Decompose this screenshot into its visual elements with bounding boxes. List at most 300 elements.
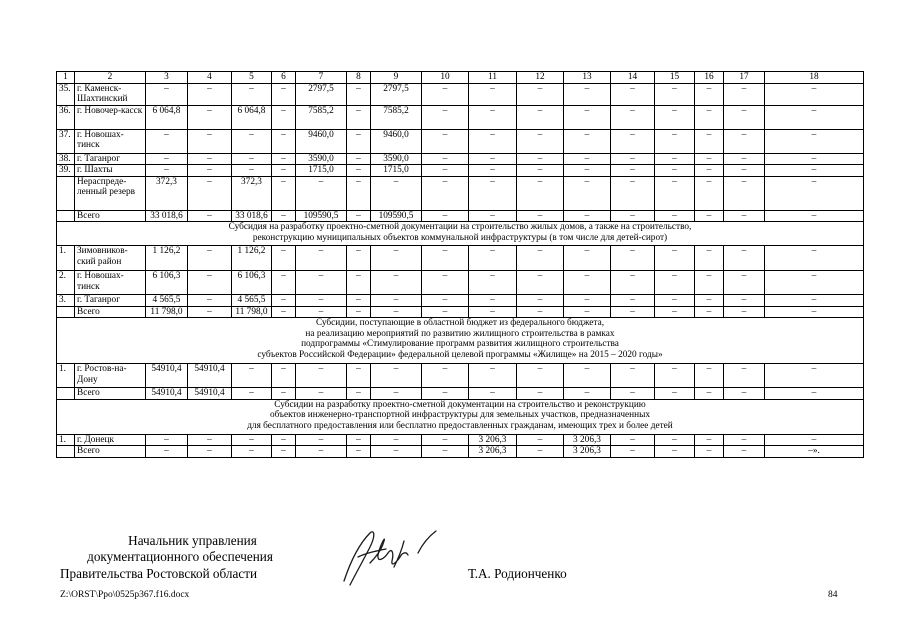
value-cell: –: [611, 271, 655, 295]
value-cell: –: [272, 446, 296, 458]
value-cell: –: [765, 210, 864, 222]
row-number-cell: [57, 446, 75, 458]
value-cell: –: [272, 271, 296, 295]
value-cell: –: [564, 271, 611, 295]
section-heading-line: Субсидии, поступающие в областной бюджет из федерального бюджета,: [315, 318, 605, 328]
value-cell: –: [347, 246, 371, 271]
value-cell: –: [469, 153, 517, 165]
value-cell: –: [422, 388, 469, 400]
value-cell: –: [611, 176, 655, 210]
value-cell: –: [469, 388, 517, 400]
value-cell: –: [655, 153, 695, 165]
value-cell: –: [469, 295, 517, 307]
value-cell: –: [272, 434, 296, 446]
value-cell: –: [469, 165, 517, 177]
value-cell: –: [517, 364, 564, 388]
table-header-row: [57, 72, 864, 84]
value-cell: –: [469, 364, 517, 388]
value-cell: –: [611, 83, 655, 105]
value-cell: –: [655, 210, 695, 222]
value-cell: –: [371, 388, 422, 400]
value-cell: 372,3: [232, 176, 272, 210]
table-row: [57, 446, 864, 458]
handwritten-signature: [336, 523, 446, 593]
value-cell: –: [232, 364, 272, 388]
value-cell: –: [695, 210, 724, 222]
row-number-cell: 35.: [57, 83, 75, 105]
value-cell: –: [765, 388, 864, 400]
value-cell: 2797,5: [296, 83, 347, 105]
column-number-cell: 1: [57, 72, 75, 84]
table-row: [57, 364, 864, 388]
value-cell: –: [724, 105, 765, 129]
value-cell: –: [272, 83, 296, 105]
table-row: [57, 176, 864, 210]
value-cell: 1 126,2: [146, 246, 188, 271]
row-number-cell: 1.: [57, 246, 75, 271]
value-cell: –: [146, 446, 188, 458]
section-heading-row: [57, 399, 864, 434]
value-cell: 9460,0: [371, 129, 422, 153]
value-cell: –: [347, 129, 371, 153]
value-cell: –: [695, 295, 724, 307]
column-number-cell: 4: [188, 72, 232, 84]
value-cell: –: [422, 246, 469, 271]
column-number-cell: 7: [296, 72, 347, 84]
row-number-cell: 37.: [57, 129, 75, 153]
value-cell: 3 206,3: [564, 434, 611, 446]
column-number-cell: 15: [655, 72, 695, 84]
value-cell: –: [517, 295, 564, 307]
value-cell: 109590,5: [296, 210, 347, 222]
value-cell: –: [347, 165, 371, 177]
value-cell: –: [146, 83, 188, 105]
section-heading-line: объектов инженерно-транспортной инфраструктуры для земельных участков, предназначенных: [270, 410, 650, 420]
table-row: [57, 388, 864, 400]
value-cell: –: [611, 434, 655, 446]
value-cell: –: [272, 165, 296, 177]
value-cell: 3 206,3: [469, 446, 517, 458]
value-cell: –: [724, 446, 765, 458]
municipality-cell: Всего: [75, 388, 146, 400]
value-cell: –: [371, 364, 422, 388]
row-number-cell: 38.: [57, 153, 75, 165]
value-cell: –: [188, 83, 232, 105]
value-cell: –: [564, 165, 611, 177]
value-cell: –: [272, 105, 296, 129]
value-cell: –: [655, 306, 695, 318]
column-number-cell: 16: [695, 72, 724, 84]
value-cell: –: [296, 364, 347, 388]
value-cell: –: [146, 165, 188, 177]
value-cell: –: [296, 446, 347, 458]
value-cell: 3590,0: [296, 153, 347, 165]
value-cell: 3590,0: [371, 153, 422, 165]
row-number-cell: 36.: [57, 105, 75, 129]
value-cell: –: [724, 129, 765, 153]
value-cell: –: [724, 295, 765, 307]
value-cell: –: [611, 129, 655, 153]
table-row: [57, 295, 864, 307]
value-cell: –: [422, 176, 469, 210]
column-number-cell: 8: [347, 72, 371, 84]
value-cell: –: [469, 246, 517, 271]
value-cell: –: [272, 306, 296, 318]
value-cell: –: [765, 364, 864, 388]
municipality-cell: г. Донецк: [75, 434, 146, 446]
signer-position-line-2: документационного обеспечения: [87, 549, 273, 564]
section-heading-line: для бесплатного предоставления или бесплатно предоставленных гражданам, имеющих трех и более детей: [247, 420, 673, 431]
value-cell: –: [188, 446, 232, 458]
value-cell: –: [422, 364, 469, 388]
value-cell: –: [695, 165, 724, 177]
value-cell: –: [347, 434, 371, 446]
value-cell: –: [146, 434, 188, 446]
value-cell: –: [695, 176, 724, 210]
section-heading: [57, 222, 864, 246]
value-cell: –: [347, 105, 371, 129]
value-cell: –: [517, 176, 564, 210]
value-cell: –: [272, 176, 296, 210]
value-cell: –: [695, 129, 724, 153]
value-cell: –: [188, 210, 232, 222]
value-cell: –: [188, 295, 232, 307]
value-cell: –: [564, 210, 611, 222]
data-table: [56, 71, 864, 458]
value-cell: –: [564, 246, 611, 271]
value-cell: –: [611, 153, 655, 165]
value-cell: –: [371, 295, 422, 307]
value-cell: –: [517, 165, 564, 177]
value-cell: –: [232, 434, 272, 446]
signer-name: Т.А. Родионченко: [468, 566, 567, 581]
value-cell: –: [272, 129, 296, 153]
value-cell: –: [765, 306, 864, 318]
value-cell: –: [371, 246, 422, 271]
row-number-cell: 1.: [57, 434, 75, 446]
value-cell: –: [724, 388, 765, 400]
value-cell: –: [232, 165, 272, 177]
value-cell: –: [371, 271, 422, 295]
value-cell: –: [564, 129, 611, 153]
value-cell: –: [564, 306, 611, 318]
value-cell: –: [232, 83, 272, 105]
value-cell: –: [422, 295, 469, 307]
value-cell: 54910,4: [146, 364, 188, 388]
value-cell: –: [517, 129, 564, 153]
value-cell: –: [188, 129, 232, 153]
value-cell: –: [611, 388, 655, 400]
value-cell: –: [765, 129, 864, 153]
column-number-cell: 11: [469, 72, 517, 84]
value-cell: 4 565,5: [146, 295, 188, 307]
value-cell: –: [724, 210, 765, 222]
value-cell: –: [695, 388, 724, 400]
value-cell: –: [655, 83, 695, 105]
value-cell: –: [765, 176, 864, 210]
value-cell: –: [655, 246, 695, 271]
table-row: [57, 271, 864, 295]
value-cell: –: [347, 176, 371, 210]
value-cell: –: [272, 295, 296, 307]
value-cell: 7585,2: [296, 105, 347, 129]
value-cell: –: [765, 271, 864, 295]
value-cell: 54910,4: [146, 388, 188, 400]
value-cell: –: [517, 388, 564, 400]
section-heading: [57, 399, 864, 434]
value-cell: –: [422, 271, 469, 295]
table-row: [57, 153, 864, 165]
value-cell: –: [564, 153, 611, 165]
value-cell: –: [347, 210, 371, 222]
value-cell: –: [655, 176, 695, 210]
value-cell: –: [611, 446, 655, 458]
table-row: [57, 246, 864, 271]
value-cell: –: [347, 153, 371, 165]
value-cell: –: [347, 295, 371, 307]
value-cell: –: [422, 306, 469, 318]
row-number-cell: 2.: [57, 271, 75, 295]
value-cell: 33 018,6: [232, 210, 272, 222]
signer-position-line-3: Правительства Ростовской области: [60, 566, 258, 581]
value-cell: –: [188, 271, 232, 295]
value-cell: –: [724, 165, 765, 177]
value-cell: –: [422, 446, 469, 458]
value-cell: 11 798,0: [232, 306, 272, 318]
value-cell: –: [724, 271, 765, 295]
value-cell: 372,3: [146, 176, 188, 210]
value-cell: –: [564, 176, 611, 210]
value-cell: –: [611, 210, 655, 222]
value-cell: –: [765, 83, 864, 105]
row-number-cell: 1.: [57, 364, 75, 388]
value-cell: –: [765, 153, 864, 165]
value-cell: –: [188, 306, 232, 318]
value-cell: 7585,2: [371, 105, 422, 129]
value-cell: –: [695, 364, 724, 388]
section-heading-row: [57, 318, 864, 364]
table-row: [57, 83, 864, 105]
row-number-cell: 39.: [57, 165, 75, 177]
value-cell: –: [296, 388, 347, 400]
value-cell: –: [371, 446, 422, 458]
table-row: [57, 434, 864, 446]
column-number-cell: 17: [724, 72, 765, 84]
value-cell: –: [272, 246, 296, 271]
row-number-cell: [57, 176, 75, 210]
value-cell: –: [371, 306, 422, 318]
table-row: [57, 165, 864, 177]
value-cell: –: [347, 364, 371, 388]
value-cell: –: [371, 176, 422, 210]
value-cell: –: [564, 388, 611, 400]
value-cell: –: [655, 446, 695, 458]
municipality-cell: г. Каменск-Шахтинский: [75, 83, 146, 105]
value-cell: –: [188, 176, 232, 210]
value-cell: –: [272, 364, 296, 388]
table-row: [57, 129, 864, 153]
value-cell: 3 206,3: [564, 446, 611, 458]
value-cell: –: [611, 364, 655, 388]
row-number-cell: [57, 388, 75, 400]
table-body: [57, 72, 864, 458]
value-cell: –: [517, 246, 564, 271]
value-cell: –: [724, 153, 765, 165]
value-cell: –: [611, 295, 655, 307]
value-cell: –: [232, 446, 272, 458]
value-cell: –: [695, 271, 724, 295]
value-cell: –: [695, 153, 724, 165]
value-cell: –: [422, 83, 469, 105]
value-cell: 4 565,5: [232, 295, 272, 307]
value-cell: –: [655, 364, 695, 388]
value-cell: –: [765, 105, 864, 129]
value-cell: –: [655, 129, 695, 153]
value-cell: –: [564, 295, 611, 307]
value-cell: 6 064,8: [146, 105, 188, 129]
value-cell: –: [469, 271, 517, 295]
municipality-cell: Всего: [75, 446, 146, 458]
value-cell: –: [232, 129, 272, 153]
value-cell: –: [724, 83, 765, 105]
value-cell: –: [695, 446, 724, 458]
value-cell: –: [469, 306, 517, 318]
municipality-cell: г. Новошах-тинск: [75, 129, 146, 153]
value-cell: –: [655, 271, 695, 295]
value-cell: –: [765, 246, 864, 271]
column-number-cell: 13: [564, 72, 611, 84]
value-cell: –: [188, 165, 232, 177]
value-cell: –: [695, 105, 724, 129]
value-cell: –».: [765, 446, 864, 458]
value-cell: –: [517, 446, 564, 458]
column-number-cell: 14: [611, 72, 655, 84]
column-number-cell: 10: [422, 72, 469, 84]
page-number: 84: [828, 590, 838, 600]
value-cell: –: [517, 83, 564, 105]
value-cell: –: [347, 83, 371, 105]
section-heading-line: реконструкцию муниципальных объектов коммунальной инфраструктуры (в том числе для детей-сирот): [252, 232, 668, 243]
column-number-cell: 2: [75, 72, 146, 84]
value-cell: –: [655, 105, 695, 129]
value-cell: 2797,5: [371, 83, 422, 105]
value-cell: –: [724, 306, 765, 318]
value-cell: –: [272, 388, 296, 400]
value-cell: –: [564, 105, 611, 129]
municipality-cell: Зимовников-ский район: [75, 246, 146, 271]
value-cell: –: [695, 306, 724, 318]
value-cell: –: [655, 434, 695, 446]
value-cell: 6 064,8: [232, 105, 272, 129]
column-number-cell: 9: [371, 72, 422, 84]
value-cell: –: [422, 153, 469, 165]
value-cell: –: [296, 176, 347, 210]
municipality-cell: г. Ростов-на-Дону: [75, 364, 146, 388]
value-cell: –: [517, 271, 564, 295]
value-cell: –: [724, 246, 765, 271]
value-cell: –: [146, 129, 188, 153]
value-cell: –: [517, 434, 564, 446]
value-cell: –: [469, 83, 517, 105]
value-cell: –: [347, 306, 371, 318]
value-cell: –: [517, 306, 564, 318]
value-cell: –: [347, 271, 371, 295]
section-heading-row: [57, 222, 864, 246]
value-cell: –: [188, 434, 232, 446]
value-cell: 1715,0: [371, 165, 422, 177]
column-number-cell: 3: [146, 72, 188, 84]
value-cell: –: [188, 105, 232, 129]
value-cell: –: [188, 153, 232, 165]
column-number-cell: 5: [232, 72, 272, 84]
value-cell: –: [655, 165, 695, 177]
value-cell: –: [695, 83, 724, 105]
municipality-cell: г. Новошах-тинск: [75, 271, 146, 295]
value-cell: –: [469, 176, 517, 210]
signer-position-line-1: Начальник управления: [128, 533, 257, 548]
value-cell: –: [232, 388, 272, 400]
table-row: [57, 210, 864, 222]
value-cell: –: [469, 210, 517, 222]
value-cell: –: [765, 295, 864, 307]
value-cell: –: [724, 176, 765, 210]
value-cell: –: [188, 246, 232, 271]
value-cell: –: [422, 165, 469, 177]
value-cell: –: [296, 271, 347, 295]
file-path: Z:\ORST\Ppo\0525p367.f16.docx: [60, 590, 190, 600]
column-number-cell: 12: [517, 72, 564, 84]
value-cell: –: [296, 306, 347, 318]
table-row: [57, 105, 864, 129]
value-cell: –: [422, 105, 469, 129]
value-cell: –: [146, 153, 188, 165]
section-heading-line: субъектов Российской Федерации» федеральной целевой программы «Жилище» на 2015 – 2020 годы»: [257, 349, 663, 360]
value-cell: –: [422, 434, 469, 446]
column-number-cell: 18: [765, 72, 864, 84]
value-cell: –: [517, 105, 564, 129]
value-cell: 54910,4: [188, 388, 232, 400]
value-cell: –: [655, 388, 695, 400]
value-cell: 11 798,0: [146, 306, 188, 318]
municipality-cell: Всего: [75, 306, 146, 318]
row-number-cell: [57, 306, 75, 318]
row-number-cell: 3.: [57, 295, 75, 307]
section-heading-line: Субсидии на разработку проектно-сметной документации на строительство и реконструкцию: [274, 399, 646, 410]
value-cell: –: [371, 434, 422, 446]
value-cell: –: [469, 105, 517, 129]
municipality-cell: г. Шахты: [75, 165, 146, 177]
value-cell: –: [296, 246, 347, 271]
value-cell: –: [655, 295, 695, 307]
value-cell: –: [296, 434, 347, 446]
value-cell: 1 126,2: [232, 246, 272, 271]
value-cell: –: [695, 246, 724, 271]
value-cell: –: [296, 295, 347, 307]
column-number-cell: 6: [272, 72, 296, 84]
municipality-cell: Нераспреде-ленный резерв: [75, 176, 146, 210]
value-cell: –: [272, 153, 296, 165]
value-cell: –: [469, 129, 517, 153]
value-cell: 33 018,6: [146, 210, 188, 222]
value-cell: 9460,0: [296, 129, 347, 153]
municipality-cell: г. Таганрог: [75, 153, 146, 165]
value-cell: –: [564, 364, 611, 388]
value-cell: –: [517, 210, 564, 222]
municipality-cell: г. Таганрог: [75, 295, 146, 307]
value-cell: –: [422, 129, 469, 153]
value-cell: –: [611, 165, 655, 177]
section-heading-line: Субсидия на разработку проектно-сметной документации на строительство жилых домов, а также на строительство,: [228, 222, 692, 232]
